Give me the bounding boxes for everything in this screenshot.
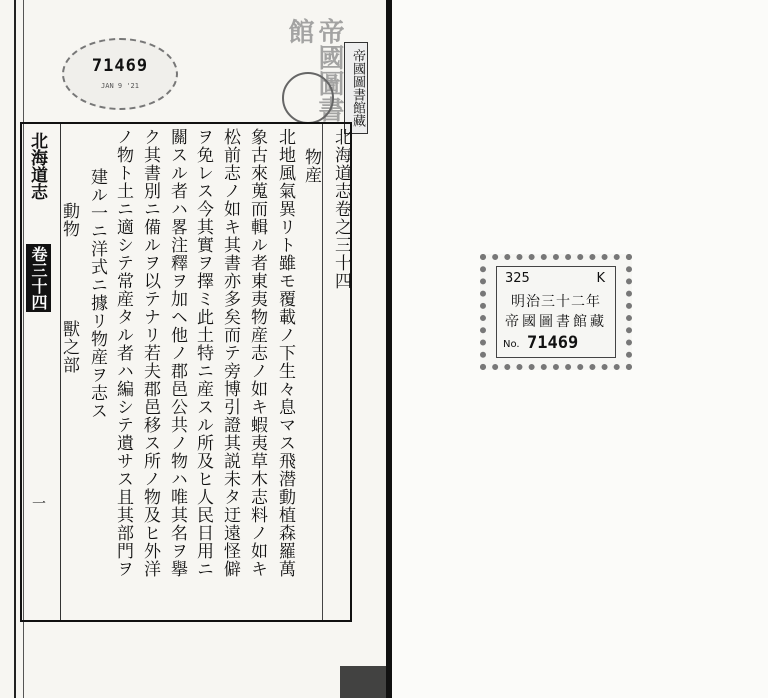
text-column: 關スル者ハ畧注釋ヲ加ヘ他ノ郡邑公共ノ物ハ唯其名ヲ擧 xyxy=(167,128,187,578)
stamp-inner-border xyxy=(496,266,616,358)
stamp-line-1: 明治三十二年 xyxy=(511,294,601,310)
accession-number: 71469 xyxy=(527,333,579,353)
oval-accession-stamp xyxy=(62,38,178,110)
side-seal-strip: 帝國圖書館藏 xyxy=(344,42,368,134)
text-column: 北地風氣異リト雖モ覆載ノ下生々息マス飛潜動植森羅萬 xyxy=(275,128,295,578)
library-seal xyxy=(198,18,344,136)
seal-ring-icon xyxy=(282,72,334,124)
text-column: 建ル一ニ洋式ニ據リ物産ヲ志ス xyxy=(87,168,107,420)
spine-volume: 卷三十四 xyxy=(26,244,51,312)
page-number: 一 xyxy=(30,496,46,510)
oval-stamp-date: JAN 9 '21 xyxy=(101,82,139,90)
text-frame xyxy=(20,122,352,622)
section-heading: 物産 xyxy=(301,148,321,184)
section-subheading: 獸之部 xyxy=(59,320,79,374)
call-number: 325 xyxy=(505,271,530,286)
oval-stamp-number: 71469 xyxy=(91,56,149,76)
spine-margin xyxy=(22,124,61,620)
text-column: 松前志ノ如キ其書亦多矣而テ旁博引證其説未タ迂遠怪僻 xyxy=(220,128,240,578)
call-letter: K xyxy=(596,271,605,286)
library-seal-text: 帝國圖書館 xyxy=(284,18,344,122)
stamp-line-2: 帝國圖書館藏 xyxy=(505,314,607,330)
text-column: 象古來蒐而輯ル者東夷物産志ノ如キ蝦夷草木志料ノ如キ xyxy=(247,128,267,578)
library-ownership-stamp xyxy=(480,254,632,370)
subheading: 動物 xyxy=(59,202,79,238)
text-column: ヲ免レス今其實ヲ擇ミ此土特ニ産スル所及ヒ人民日用ニ xyxy=(193,128,213,578)
text-column: ク其書別ニ備ルヲ以テナリ若夫郡邑移ス所ノ物及ヒ外洋 xyxy=(140,128,160,578)
volume-title: 北海道志卷之三十四 xyxy=(331,128,351,290)
number-label: No. xyxy=(503,339,520,350)
spine-title: 北海道志 xyxy=(27,132,47,200)
scan-shadow xyxy=(340,666,386,698)
column-rule xyxy=(322,124,323,620)
text-column: ノ物ト土ニ適シテ常産タル者ハ編シテ遺サス且其部門ヲ xyxy=(113,128,133,578)
